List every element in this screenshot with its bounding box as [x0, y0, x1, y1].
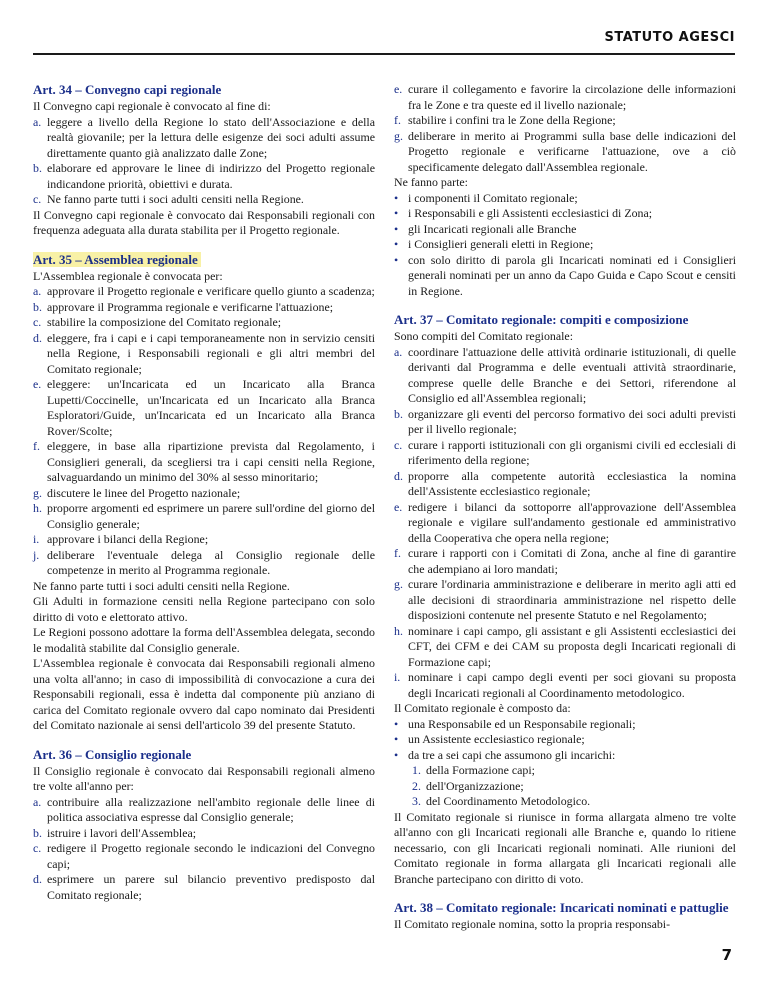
article-37-list	[394, 345, 736, 702]
list-marker: e.	[33, 377, 42, 391]
bullet-icon: •	[394, 252, 399, 267]
list-item	[33, 161, 375, 192]
list-item-text: elaborare ed approvare le linee di indirizzo del Progetto regionale indicandone priorità, obiettivi e durata.	[47, 161, 375, 191]
list-marker: e.	[394, 499, 403, 514]
list-item	[412, 794, 736, 810]
article-37-sublist	[394, 763, 736, 810]
article-37-composition	[394, 717, 736, 764]
article-38-text: Il Comitato regionale nomina, sotto la propria responsabi-	[394, 917, 671, 931]
list-marker: c.	[33, 315, 42, 329]
list-item-text: deliberare in merito ai Programmi sulla base delle indicazioni del Progetto regionale e verificarne l'attuazione, ove a ciò specificamente delegato dall'Assemblea regionale.	[408, 128, 736, 174]
list-item-text: leggere a livello della Regione lo stato dell'Associazione e della realtà giovanile; per la lettura delle esigenze dei soci adulti assume direttamente quanto già analizzato dalle Zone;	[47, 114, 375, 160]
list-item	[33, 439, 375, 486]
running-header-title: STATUTO AGESCI	[604, 30, 735, 45]
list-item	[394, 129, 736, 176]
bullet-item	[394, 717, 736, 733]
list-item-text: curare il collegamento e favorire la circolazione delle informazioni fra le Zone e tra queste ed il livello nazionale;	[408, 82, 736, 112]
article-35-para: Le Regioni possono adottare la forma dell'Assemblea delegata, secondo le modalità stabilite dal Consiglio generale.	[33, 625, 375, 655]
list-item-text: proporre argomenti ed esprimere un parere sull'ordine del giorno del Consiglio generale;	[47, 501, 375, 531]
article-38	[394, 900, 736, 933]
list-item-text: curare i rapporti con i Comitati di Zona, anche al fine di garantire che adempiano ai loro mandati;	[408, 546, 736, 576]
bullet-item-text: un Assistente ecclesiastico regionale;	[408, 732, 585, 746]
article-34	[33, 82, 375, 239]
list-marker: a.	[33, 284, 42, 298]
bullet-item	[394, 237, 736, 253]
list-marker: j.	[33, 547, 40, 562]
list-item-text: deliberare l'eventuale delega al Consiglio regionale delle competenze in merito al Programma regionale.	[47, 547, 375, 577]
bullet-item	[394, 191, 736, 207]
list-marker: 2.	[412, 778, 421, 793]
list-item	[394, 438, 736, 469]
article-35	[33, 252, 375, 734]
article-37	[394, 312, 736, 887]
list-marker: 3.	[412, 794, 421, 808]
list-item-text: stabilire i confini tra le Zone della Regione;	[408, 113, 616, 127]
bullet-item	[394, 732, 736, 748]
article-36-list	[33, 795, 375, 904]
article-35-title-highlight: Art. 35 – Assemblea regionale	[33, 252, 201, 267]
list-item-text: nominare i capi campo, gli assistant e gli Assistenti ecclesiastici dei CFT, dei CFM e dei CAM su proposta degli Incaricati regionali di Formazione capi;	[408, 623, 736, 669]
list-marker: a.	[394, 344, 403, 359]
list-marker: g.	[394, 128, 403, 143]
list-item	[33, 284, 375, 300]
list-marker: f.	[394, 546, 401, 560]
list-item-text: curare l'ordinaria amministrazione e deliberare in merito agli atti ed alle decisioni di straordinaria amministrazione nel rispetto delle disposizioni contenute nel presente Statuto e nel Regolamento;	[408, 577, 736, 622]
list-item-text: della Formazione capi;	[426, 763, 535, 777]
article-34-outro: Il Convegno capi regionale è convocato dai Responsabili regionali con frequenza adeguata alla durata stabilita per il Progetto regionale.	[33, 207, 375, 237]
list-item-text: proporre alla competente autorità ecclesiastica la nomina dell'Assistente ecclesiastico regionale;	[408, 468, 736, 498]
article-36-list-continued	[394, 82, 736, 175]
list-item	[394, 82, 736, 113]
list-marker: b.	[394, 406, 403, 421]
list-item-text: eleggere, in base alla ripartizione prevista dal Regolamento, i Consiglieri generali, da scegliersi tra i capi censiti nella Regione, salvaguardando un minimo del 30% al sesso minoritario;	[47, 439, 375, 484]
article-37-intro: Sono compiti del Comitato regionale:	[394, 329, 573, 343]
list-item	[394, 624, 736, 671]
list-marker: f.	[33, 439, 40, 453]
list-item	[394, 407, 736, 438]
list-marker: i.	[394, 670, 401, 684]
list-item-text: approvare il Progetto regionale e verificare quello giunto a scadenza;	[47, 284, 375, 298]
bullet-icon: •	[394, 221, 399, 236]
list-item	[394, 345, 736, 407]
bullet-item	[394, 206, 736, 222]
list-marker: b.	[33, 299, 42, 314]
bullet-item-text: i Consiglieri generali eletti in Regione;	[408, 237, 594, 251]
article-34-title: Art. 34 – Convegno capi regionale	[33, 82, 222, 97]
list-marker: g.	[33, 485, 42, 500]
article-35-title	[33, 252, 375, 268]
article-35-para: L'Assemblea regionale è convocata dai Responsabili regionali almeno una volta all'anno; in caso di impossibilità di convocazione a cura dei Responsabili regionali, essa è indetta dal componente più anziano di carica del Comitato regionale ovvero dal capo nominato dai Presidenti del Comitato nazionale ai sensi dell'articolo 39 del presente Statuto.	[33, 656, 375, 732]
list-marker: d.	[33, 872, 42, 886]
list-item	[33, 872, 375, 903]
article-35-intro: L'Assemblea regionale è convocata per:	[33, 268, 223, 283]
list-item-text: approvare i bilanci della Regione;	[47, 532, 209, 546]
article-35-para: Gli Adulti in formazione censiti nella Regione partecipano con solo diritto di voto e elettorato attivo.	[33, 594, 375, 624]
list-item-text: nominare i capi campo degli eventi per soci giovani su proposta degli Incaricati regionali al Coordinamento metodologico.	[408, 670, 736, 700]
list-item	[33, 315, 375, 331]
bullet-icon: •	[394, 747, 399, 762]
bullet-item	[394, 748, 736, 764]
list-marker: c.	[33, 192, 42, 206]
list-marker: g.	[394, 577, 403, 591]
article-35-list	[33, 284, 375, 579]
bullet-item-text: una Responsabile ed un Responsabile regionali;	[408, 716, 636, 731]
article-37-outro: Il Comitato regionale si riunisce in forma allargata almeno tre volte all'anno con gli Incaricati regionali alle Branche e, quando lo ritiene necessario, con gli Incaricati regionali nominati. Alle riunioni del Comitato regionale in forma allargata gli Incaricati regionali alle Branche partecipano con diritto di voto.	[394, 809, 736, 886]
list-item	[394, 577, 736, 624]
bullet-item-text: i Responsabili e gli Assistenti ecclesiastici di Zona;	[408, 206, 653, 220]
list-item	[33, 486, 375, 502]
list-item-text: del Coordinamento Metodologico.	[426, 794, 591, 808]
list-marker: c.	[33, 841, 42, 855]
list-item	[33, 826, 375, 842]
list-item	[33, 841, 375, 872]
header-rule	[33, 53, 735, 55]
bullet-item-text: da tre a sei capi che assumono gli incarichi:	[408, 747, 616, 762]
list-item	[394, 500, 736, 547]
list-marker: h.	[394, 623, 403, 638]
list-item-text: redigere il Progetto regionale secondo le indicazioni del Convegno capi;	[47, 841, 375, 871]
list-item-text: esprimere un parere sul bilancio preventivo predisposto dal Comitato regionale;	[47, 872, 375, 902]
bullet-item-text: i componenti il Comitato regionale;	[408, 190, 578, 205]
left-column	[33, 82, 375, 903]
list-item	[33, 377, 375, 439]
list-item	[394, 113, 736, 129]
list-item	[33, 548, 375, 579]
list-marker: a.	[33, 794, 42, 809]
list-marker: d.	[33, 330, 42, 345]
list-item-text: dell'Organizzazione;	[426, 778, 524, 793]
bullet-icon: •	[394, 716, 399, 731]
list-item-text: approvare il Programma regionale e verificarne l'attuazione;	[47, 299, 334, 314]
list-item	[394, 670, 736, 701]
page-number: 7	[721, 946, 732, 964]
list-item	[33, 795, 375, 826]
list-marker: h.	[33, 501, 42, 515]
list-marker: d.	[394, 468, 403, 483]
list-item-text: organizzare gli eventi del percorso formativo dei soci adulti previsti per il livello regionale;	[408, 406, 736, 436]
list-item-text: eleggere: un'Incaricata ed un Incaricato alla Branca Lupetti/Coccinelle, un'Incaricata ed un Incaricato alla Branca Esploratori/Guide, un'Incaricata ed un Incaricato alla Branca Rover/Scolte;	[47, 377, 375, 438]
article-36	[33, 747, 375, 904]
right-column	[394, 82, 736, 933]
article-36-intro: Il Consiglio regionale è convocato dai Responsabili regionali almeno tre volte all'anno per:	[33, 763, 375, 793]
list-item-text: eleggere, fra i capi e i capi temporaneamente non in servizio censiti nella Regione, i Responsabili regionali e gli altri membri del Comitato regionale;	[47, 330, 375, 376]
list-item-text: curare i rapporti istituzionali con gli organismi civili ed ecclesiali di riferimento della regione;	[408, 437, 736, 467]
article-36-members	[394, 191, 736, 300]
list-marker: i.	[33, 532, 40, 546]
bullet-icon: •	[394, 237, 399, 251]
list-item-text: Ne fanno parte tutti i soci adulti censiti nella Regione.	[47, 192, 304, 206]
article-35-para: Ne fanno parte tutti i soci adulti censiti nella Regione.	[33, 578, 290, 593]
list-item	[412, 779, 736, 795]
list-item	[412, 763, 736, 779]
article-36-members-intro: Ne fanno parte:	[394, 175, 468, 189]
list-item-text: istruire i lavori dell'Assemblea;	[47, 825, 197, 840]
list-item-text: stabilire la composizione del Comitato regionale;	[47, 315, 282, 329]
list-item	[33, 501, 375, 532]
article-36-title: Art. 36 – Consiglio regionale	[33, 746, 192, 762]
list-marker: a.	[33, 114, 42, 129]
list-item-text: discutere le linee del Progetto nazionale;	[47, 485, 241, 500]
list-item-text: coordinare l'attuazione delle attività ordinarie istituzionali, di quelle derivanti dal Programma e delle eventuali attività straordinarie, comprese quelle delle Branche e dei Settori, riferendone al Consiglio ed all'Assemblea regionali;	[408, 344, 736, 405]
list-item-text: contribuire alla realizzazione nell'ambito regionale delle linee di politica associativa espresse dal Consiglio generale;	[47, 794, 375, 824]
list-item	[33, 331, 375, 378]
bullet-item-text: gli Incaricati regionali alle Branche	[408, 221, 577, 236]
article-37-title: Art. 37 – Comitato regionale: compiti e composizione	[394, 312, 689, 327]
bullet-item-text: con solo diritto di parola gli Incaricati nominati ed i Consiglieri generali nominati per un anno da Capo Guida e Capo Scout e censiti in Regione.	[408, 252, 736, 298]
list-marker: 1.	[412, 763, 421, 777]
list-item	[394, 469, 736, 500]
article-34-list	[33, 115, 375, 208]
article-34-intro: Il Convegno capi regionale è convocato al fine di:	[33, 99, 271, 113]
list-item	[33, 192, 375, 208]
list-marker: c.	[394, 437, 403, 452]
list-item-text: redigere i bilanci da sottoporre all'approvazione dell'Assemblea regionale e vigilare sull'andamento gestionale ed amministrativo della Cooperativa che opera nella regione;	[408, 499, 736, 545]
list-marker: f.	[394, 113, 401, 127]
bullet-icon: •	[394, 206, 399, 220]
list-marker: e.	[394, 82, 403, 96]
bullet-icon: •	[394, 732, 399, 746]
list-item	[33, 532, 375, 548]
list-marker: b.	[33, 161, 42, 175]
list-item	[33, 300, 375, 316]
article-37-comp-intro: Il Comitato regionale è composto da:	[394, 701, 571, 715]
article-38-title: Art. 38 – Comitato regionale: Incaricati nominati e pattuglie	[394, 900, 729, 915]
list-item	[394, 546, 736, 577]
list-marker: b.	[33, 825, 42, 840]
bullet-item	[394, 253, 736, 300]
bullet-item	[394, 222, 736, 238]
list-item	[33, 115, 375, 162]
bullet-icon: •	[394, 190, 399, 205]
